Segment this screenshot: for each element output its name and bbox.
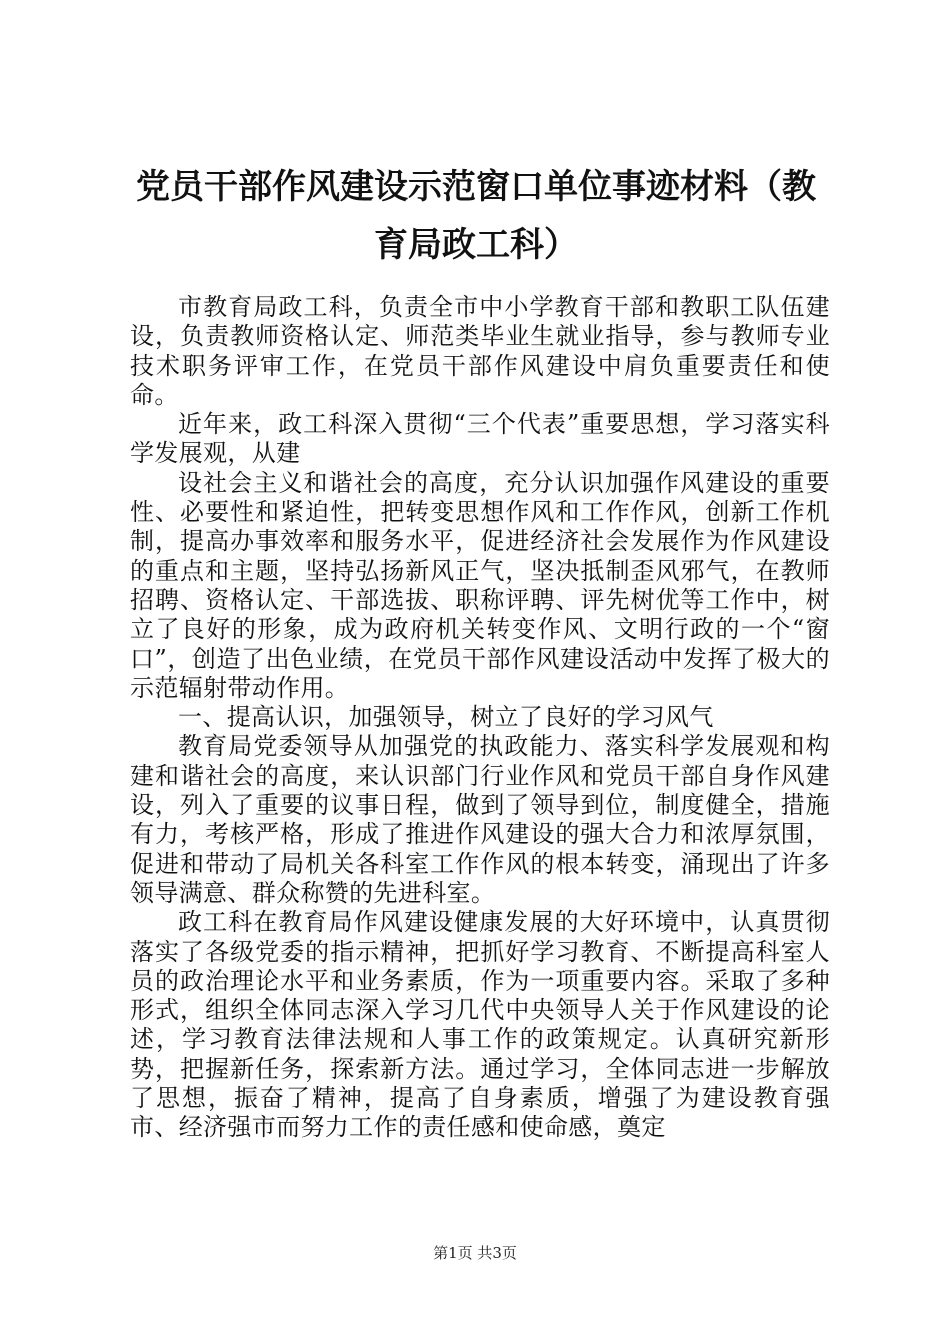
paragraph-party-leadership: 教育局党委领导从加强党的执政能力、落实科学发展观和构建和谐社会的高度，来认识部门行业作风和党员干部自身作风建设，列入了重要的议事日程，做到了领导到位，制度健全，措施有力，考核严格，形成了推进作风建设的强大合力和浓厚氛围，促进和带动了局机关各科室工作作风的根本转变，涌现出了许多领导满意、群众称赞的先进科室。 xyxy=(130,732,830,907)
paragraph-recent-years: 近年来，政工科深入贯彻“三个代表”重要思想，学习落实科学发展观，从建 xyxy=(130,410,830,468)
page-number-footer: 第1页 共3页 xyxy=(433,1244,517,1262)
paragraph-study-education: 政工科在教育局作风建设健康发展的大好环境中，认真贯彻落实了各级党委的指示精神，把抓好学习教育、不断提高科室人员的政治理论水平和业务素质，作为一项重要内容。采取了多种形式，组织全体同志深入学习几代中央领导人关于作风建设的论述，学习教育法律法规和人事工作的政策规定。认真研究新形势，把握新任务，探索新方法。通过学习，全体同志进一步解放了思想，振奋了精神，提高了自身素质，增强了为建设教育强市、经济强市而努力工作的责任感和使命感，奠定 xyxy=(130,908,830,1142)
section-heading-1: 一、提高认识，加强领导，树立了良好的学习风气 xyxy=(178,703,714,732)
paragraph-harmonious-society: 设社会主义和谐社会的高度，充分认识加强作风建设的重要性、必要性和紧迫性，把转变思想作风和工作作风，创新工作机制，提高办事效率和服务水平，促进经济社会发展作为作风建设的重点和主题，坚持弘扬新风正气，坚决抵制歪风邪气，在教师招聘、资格认定、干部选拔、职称评聘、评先树优等工作中，树立了良好的形象，成为政府机关转变作风、文明行政的一个“窗口”，创造了出色业绩，在党员干部作风建设活动中发挥了极大的示范辐射带动作用。 xyxy=(130,468,830,702)
document-body xyxy=(130,293,830,1143)
paragraph-intro: 市教育局政工科，负责全市中小学教育干部和教职工队伍建设，负责教师资格认定、师范类毕业生就业指导，参与教师专业技术职务评审工作，在党员干部作风建设中肩负重要责任和使命。 xyxy=(130,293,830,409)
document-title: 党员干部作风建设示范窗口单位事迹材料（教育局政工科） xyxy=(136,167,816,265)
